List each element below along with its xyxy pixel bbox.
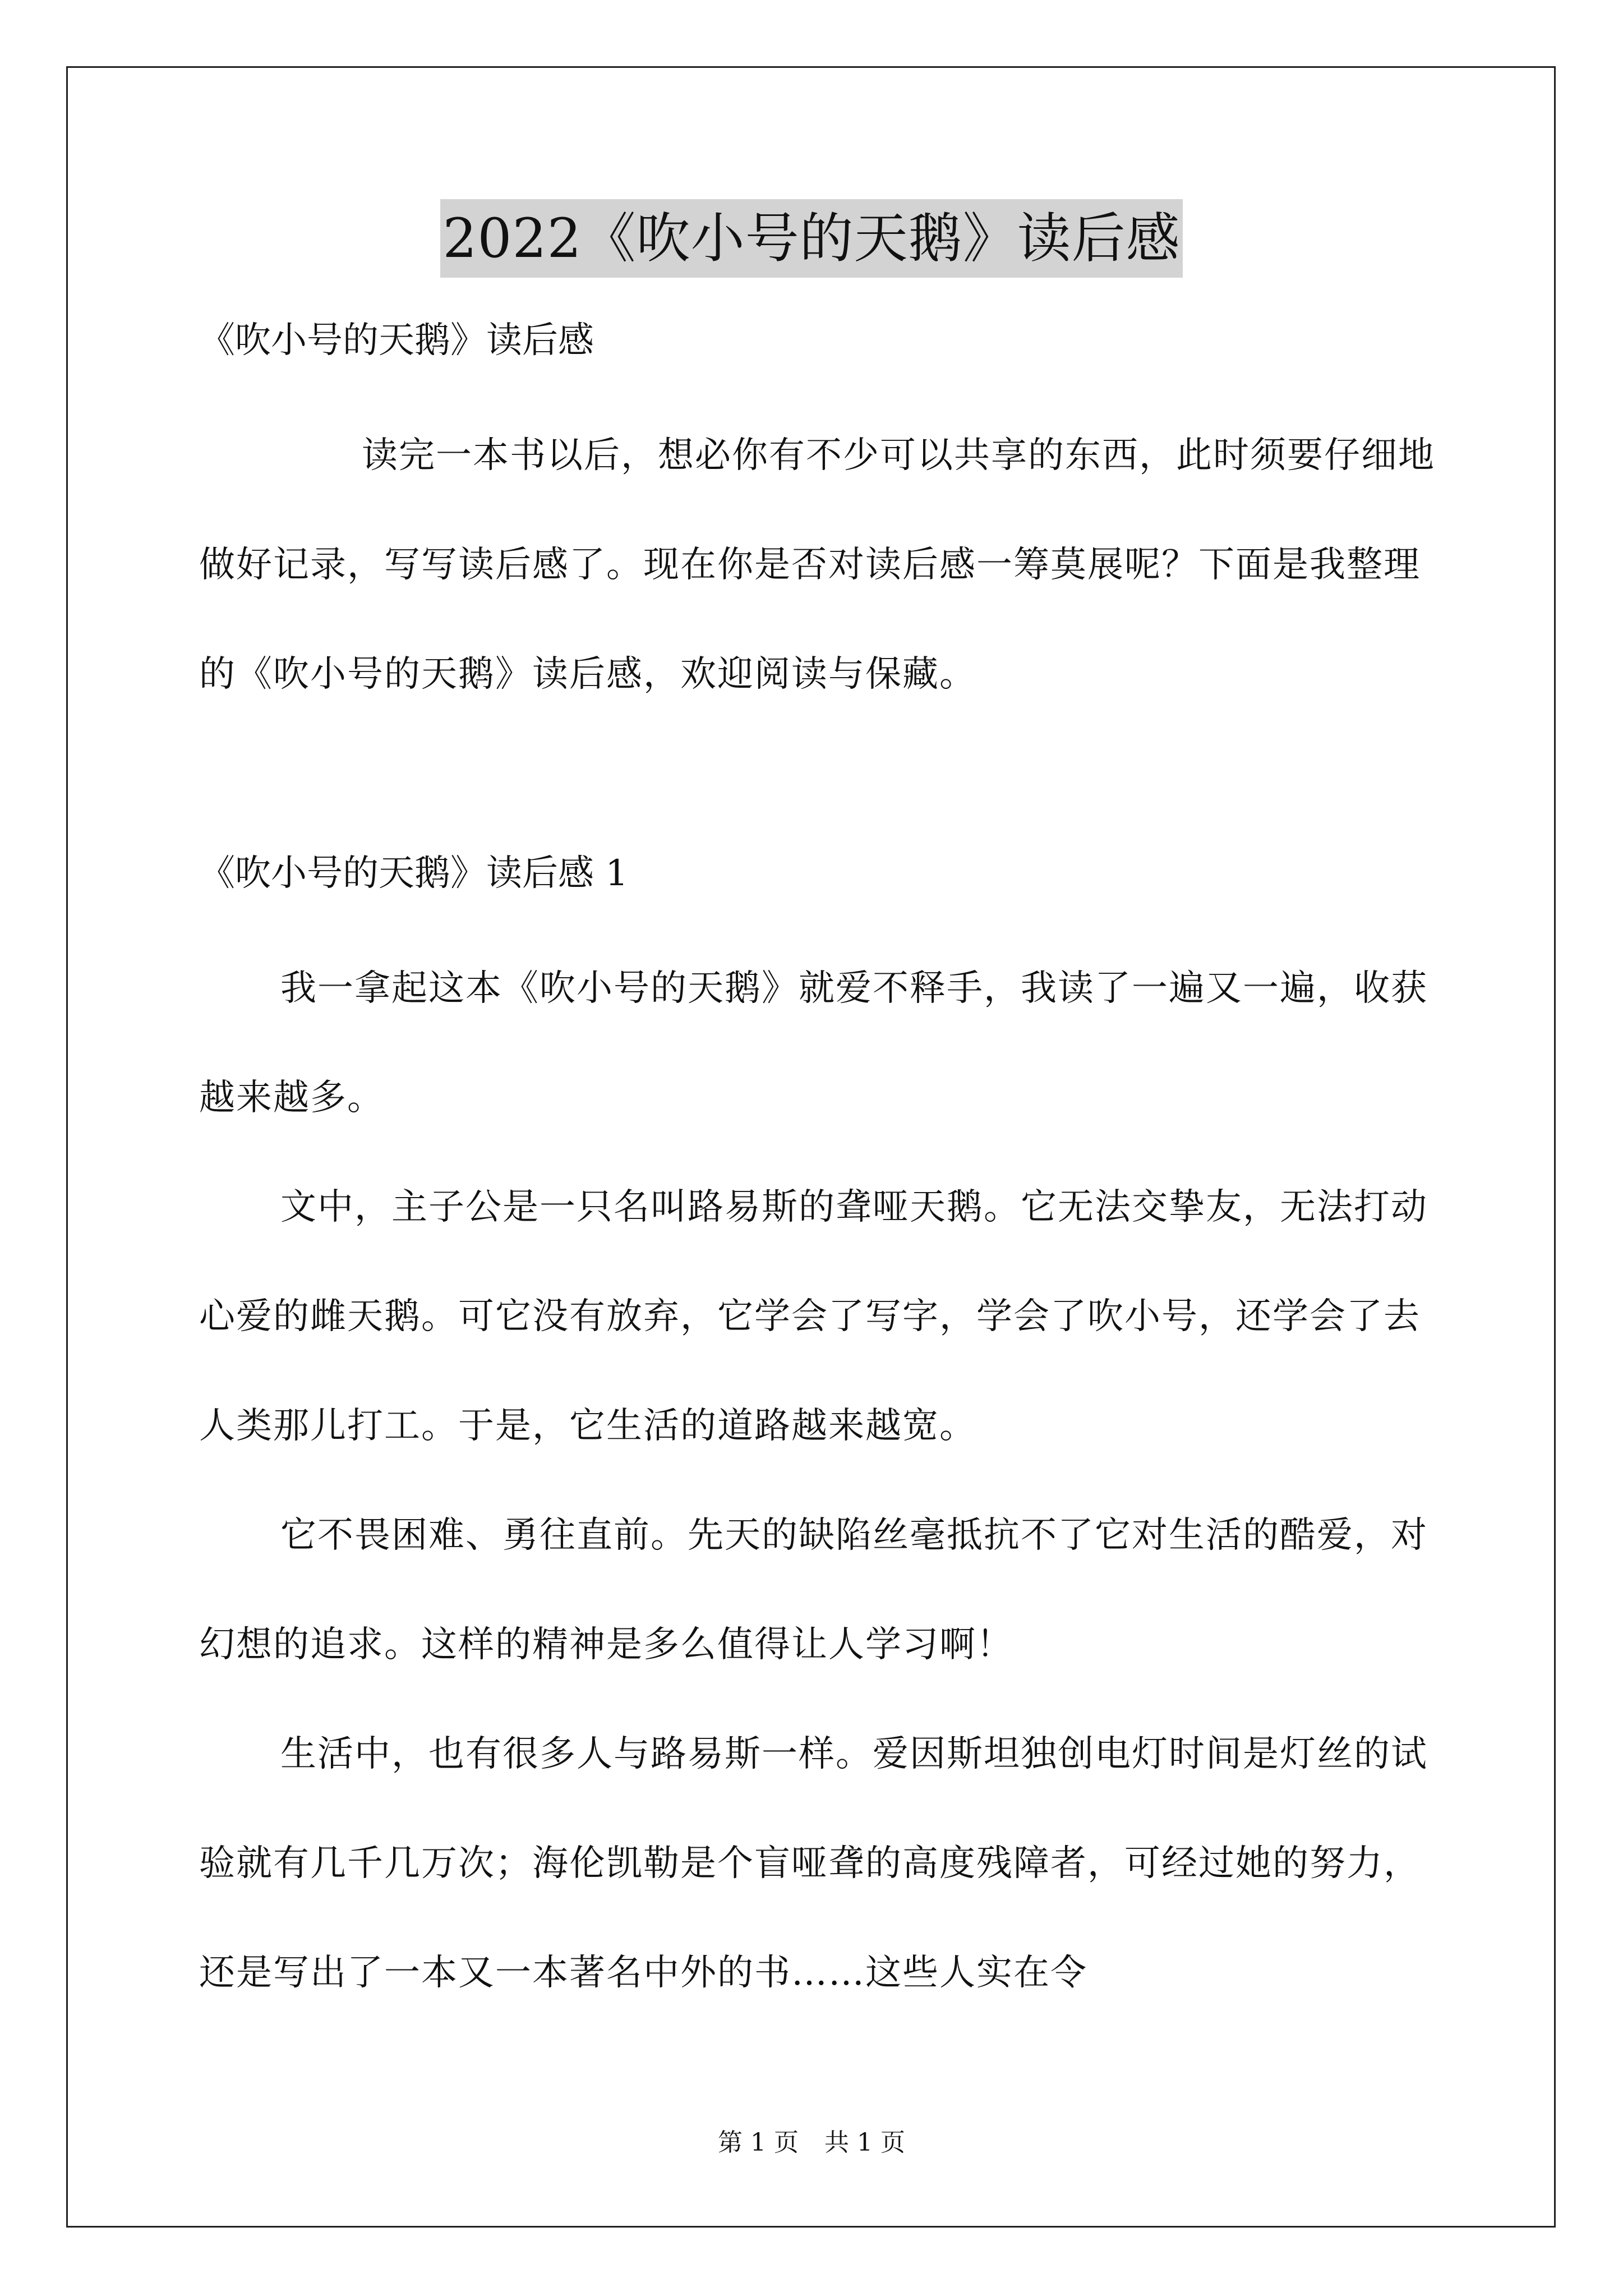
page-footer [0, 2126, 1623, 2160]
intro-paragraph: 读完一本书以后，想必你有不少可以共享的东西，此时须要仔细地做好记录，写写读后感了。现在你是否对读后感一筹莫展呢？下面是我整理的《吹小号的天鹅》读后感，欢迎阅读与保藏。 [199, 435, 1435, 695]
body-paragraph: 它不畏困难、勇往直前。先天的缺陷丝毫抵抗不了它对生活的酷爱，对幻想的追求。这样的精神是多么值得让人学习啊！ [199, 1515, 1428, 1665]
title-container [0, 199, 1623, 278]
spacer [199, 903, 1438, 934]
body-paragraph: 我一拿起这本《吹小号的天鹅》就爱不释手，我读了一遍又一遍，收获越来越多。 [199, 968, 1428, 1119]
body-paragraph: 生活中，也有很多人与路易斯一样。爱因斯坦独创电灯时间是灯丝的试验就有几千几万次；海伦凯勒是个盲哑聋的高度残障者，可经过她的努力，还是写出了一本又一本著名中外的书……这些人实在令 [199, 1733, 1428, 1994]
document-title: 2022《吹小号的天鹅》读后感 [440, 199, 1182, 278]
document-body [199, 311, 1438, 2028]
body-paragraph: 文中，主子公是一只名叫路易斯的聋哑天鹅。它无法交挚友，无法打动心爱的雌天鹅。可它没有放弃，它学会了写字，学会了吹小号，还学会了去人类那儿打工。于是，它生活的道路越来越宽。 [199, 1186, 1428, 1447]
spacer [199, 370, 1438, 401]
section-heading: 《吹小号的天鹅》读后感 1 [199, 853, 629, 894]
spacer [199, 729, 1438, 844]
page-total: 共 1 页 [824, 2128, 905, 2157]
subtitle-heading: 《吹小号的天鹅》读后感 [199, 320, 594, 361]
page-number: 第 1 页 [718, 2128, 799, 2157]
